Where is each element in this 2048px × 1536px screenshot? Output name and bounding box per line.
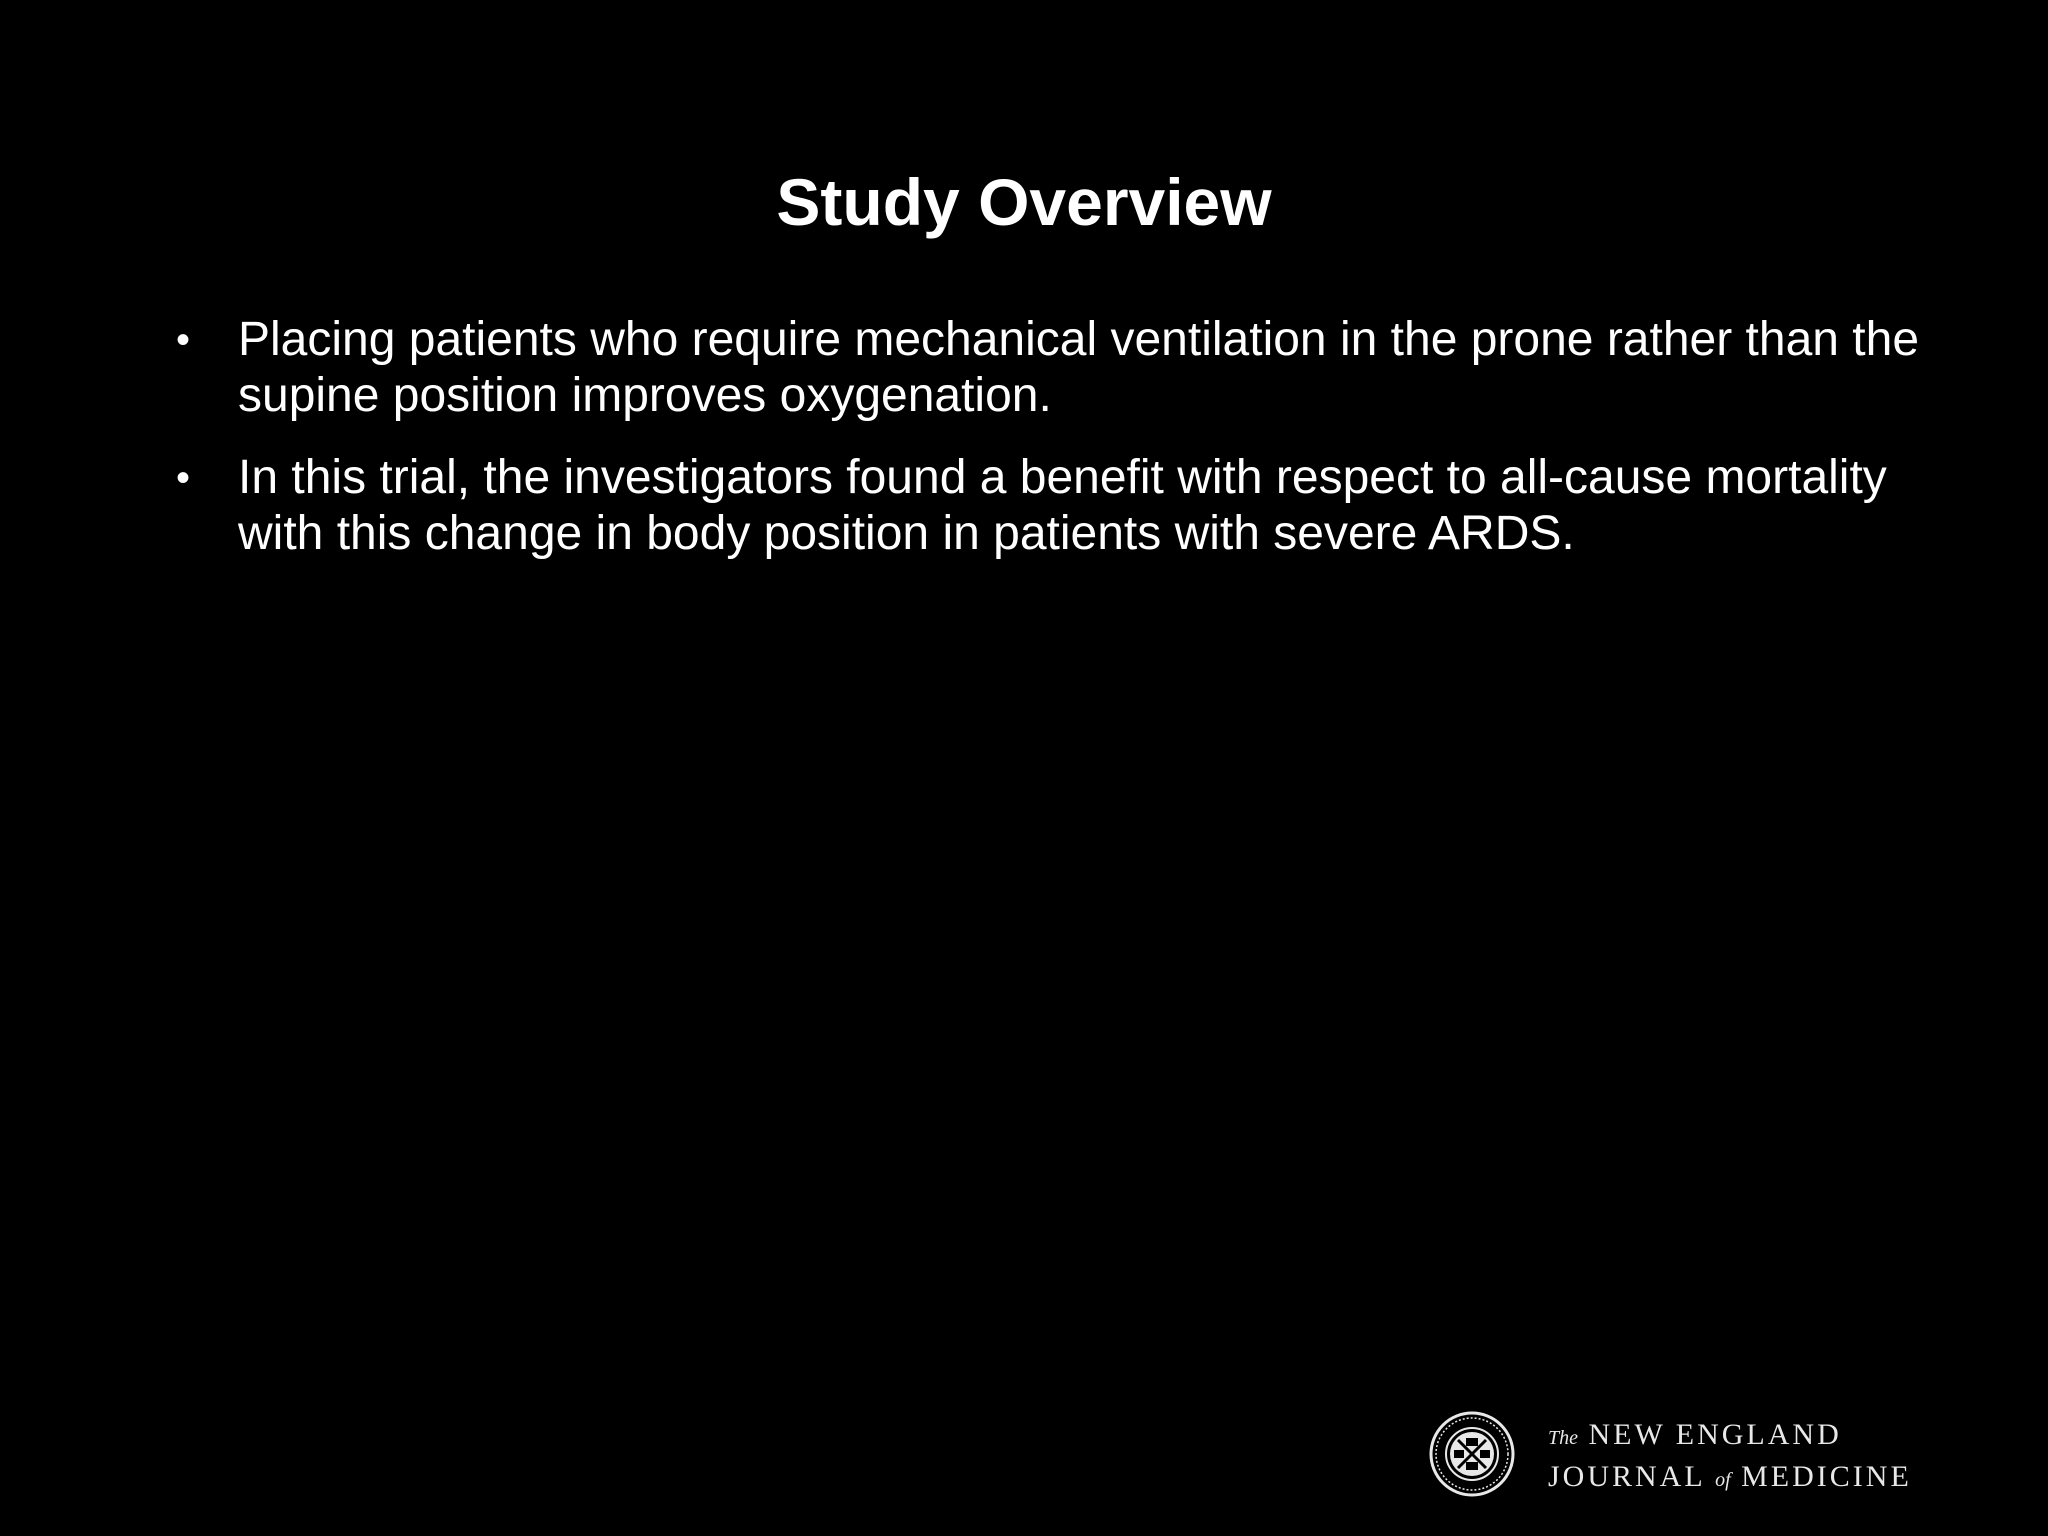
bullet-text: In this trial, the investigators found a benefit with respect to all-cause mortality with this change in body position in patients with severe ARDS. xyxy=(238,451,1887,560)
bullet-marker: • xyxy=(176,318,191,362)
wordmark-journal: JOURNAL xyxy=(1548,1460,1705,1493)
bullet-marker: • xyxy=(176,456,191,500)
wordmark-of: of xyxy=(1715,1469,1731,1491)
nejm-seal-icon xyxy=(1428,1410,1516,1498)
bullet-item xyxy=(168,312,1928,424)
wordmark-medicine: MEDICINE xyxy=(1741,1460,1912,1493)
bullet-list xyxy=(168,312,1928,588)
journal-wordmark xyxy=(1548,1416,1912,1500)
journal-logo xyxy=(1428,1410,1968,1500)
bullet-text: Placing patients who require mechanical ventilation in the prone rather than the supine position improves oxygenation. xyxy=(238,313,1920,422)
slide-title: Study Overview xyxy=(776,165,1272,239)
wordmark-the: The xyxy=(1548,1427,1578,1449)
wordmark-new-england: NEW ENGLAND xyxy=(1588,1418,1842,1451)
bullet-item xyxy=(168,450,1928,562)
